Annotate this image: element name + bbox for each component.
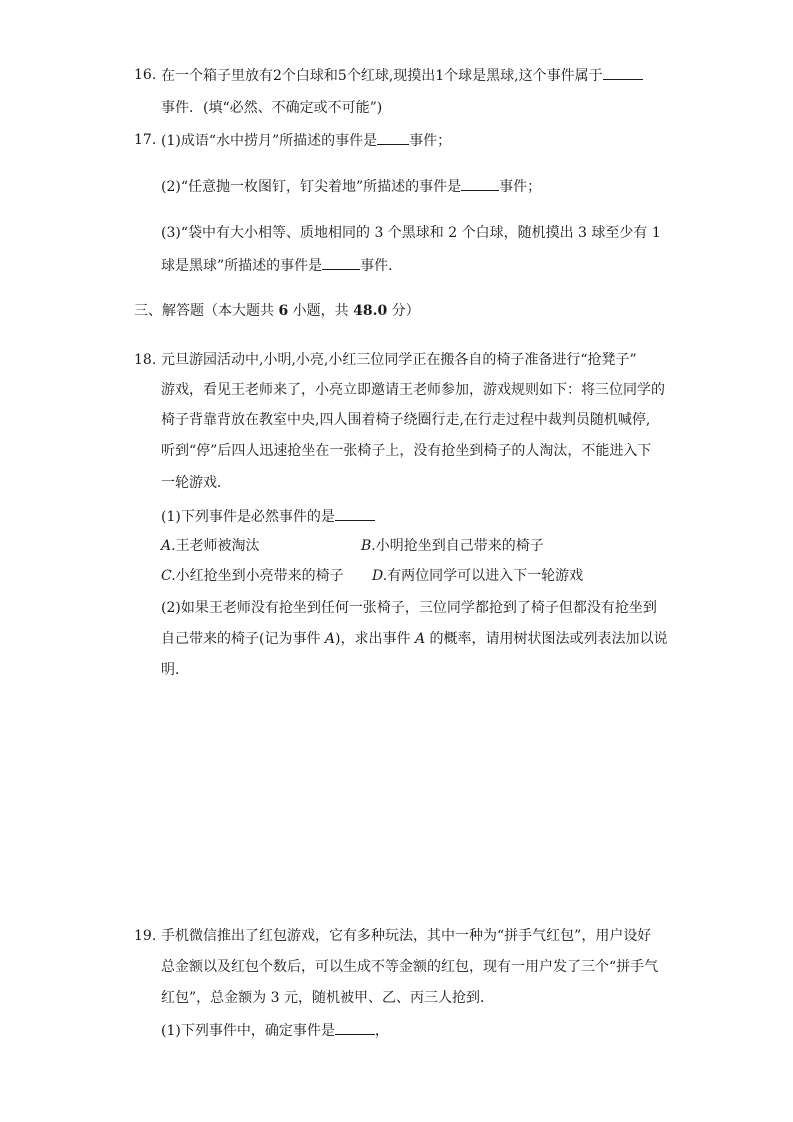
section-3-heading-mid: 小题，共	[288, 303, 354, 319]
question-19-number: 19.	[134, 928, 157, 944]
question-18-sub-1-text: (1)下列事件是必然事件的是	[161, 509, 335, 525]
section-3-heading-post: 分）	[387, 303, 420, 319]
question-19-sub-1-text: (1)下列事件中，确定事件是	[161, 1023, 335, 1039]
question-18-number: 18.	[134, 352, 157, 368]
section-3-heading	[134, 301, 420, 321]
question-19-sub-1-suffix: ，	[374, 1023, 389, 1039]
event-a-symbol: A	[324, 631, 336, 647]
option-c-text: 小红抢坐到小亮带来的椅子	[175, 568, 344, 584]
question-18-sub-2-line-2	[161, 629, 668, 649]
answer-blank[interactable]	[461, 176, 499, 191]
question-16-text: 在一个箱子里放有2个白球和5个红球,现摸出1个球是黑球,这个事件属于	[161, 68, 603, 84]
question-17-number: 17.	[134, 132, 157, 148]
question-18-sub-2-text-c: 的概率，请用树状图法或列表法加以说	[425, 631, 668, 647]
question-17-part-2-suffix: 事件；	[499, 179, 542, 195]
option-a-text: 王老师被淘汰	[175, 538, 260, 554]
question-17-part-2	[161, 176, 541, 197]
option-b-text: 小明抢坐到自己带来的椅子	[375, 538, 544, 554]
answer-blank[interactable]	[603, 65, 643, 80]
option-d-letter: D.	[372, 568, 388, 584]
question-18-line-1: 元旦游园活动中,小明,小亮,小红三位同学正在搬各自的椅子准备进行“抢凳子”	[161, 352, 637, 368]
question-17-part-3-line-2	[161, 255, 402, 276]
option-d[interactable]	[372, 566, 583, 586]
question-16-number: 16.	[134, 67, 157, 83]
section-3-total-score: 48.0	[353, 303, 388, 319]
option-b-letter: B.	[361, 538, 376, 554]
question-17-part-3-text: 球是黑球”所描述的事件是	[161, 258, 323, 274]
question-17-part-1	[161, 130, 451, 151]
question-17-part-2-text: (2)“任意抛一枚图钉，钉尖着地”所描述的事件是	[161, 179, 462, 195]
section-3-question-count: 6	[278, 303, 289, 319]
option-d-text: 有两位同学可以进入下一轮游戏	[387, 568, 584, 584]
question-18-line-3: 椅子背靠背放在教室中央,四人围着椅子绕圈行走,在行走过程中裁判员随机喊停,	[161, 412, 651, 428]
question-16-line-1	[161, 65, 643, 86]
question-18-line-5: 一轮游戏．	[161, 475, 231, 491]
question-17-part-1-text: (1)成语“水中捞月”所描述的事件是	[161, 133, 378, 149]
option-c[interactable]	[161, 566, 344, 586]
question-19-sub-1	[161, 1020, 389, 1041]
question-17-part-3-line-1: (3)“袋中有大小相等、质地相同的 3 个黑球和 2 个白球，随机摸出 3 球至少有 1	[161, 225, 661, 241]
question-17-part-1-suffix: 事件；	[409, 133, 452, 149]
answer-blank[interactable]	[335, 506, 375, 521]
answer-blank[interactable]	[322, 255, 360, 270]
question-17-part-3-suffix: 事件．	[360, 258, 403, 274]
question-16-line-2: 事件．(填“必然、不确定或不可能”)	[161, 100, 383, 116]
question-18-sub-2-text-a: 自己带来的椅子(记为事件	[161, 631, 325, 647]
question-18-line-4: 听到“停”后四人迅速抢坐在一张椅子上，没有抢坐到椅子的人淘汰，不能进入下	[161, 443, 652, 459]
question-18-sub-2-text-b: )，求出事件	[335, 631, 415, 647]
question-18-sub-2-line-3: 明．	[161, 662, 189, 678]
option-a-letter: A.	[161, 538, 176, 554]
option-b[interactable]	[361, 536, 544, 556]
question-18-sub-1	[161, 506, 375, 527]
question-19-line-2: 总金额以及红包个数后，可以生成不等金额的红包，现有一用户发了三个“拼手气	[161, 959, 659, 975]
option-c-letter: C.	[161, 568, 176, 584]
question-19-line-1: 手机微信推出了红包游戏，它有多种玩法，其中一种为“拼手气红包”，用户设好	[161, 928, 652, 944]
answer-blank[interactable]	[377, 130, 409, 145]
question-18-line-2: 游戏，看见王老师来了，小亮立即邀请王老师参加，游戏规则如下：将三位同学的	[161, 382, 665, 398]
option-a[interactable]	[161, 536, 260, 556]
answer-blank[interactable]	[335, 1020, 375, 1035]
question-19-line-3: 红包”，总金额为 3 元，随机被甲、乙、丙三人抢到．	[161, 990, 494, 1006]
section-3-heading-pre: 三、解答题（本大题共	[134, 303, 279, 319]
event-a-symbol: A	[414, 631, 426, 647]
question-18-sub-2-line-1: (2)如果王老师没有抢坐到任何一张椅子，三位同学都抢到了椅子但都没有抢坐到	[161, 600, 657, 616]
